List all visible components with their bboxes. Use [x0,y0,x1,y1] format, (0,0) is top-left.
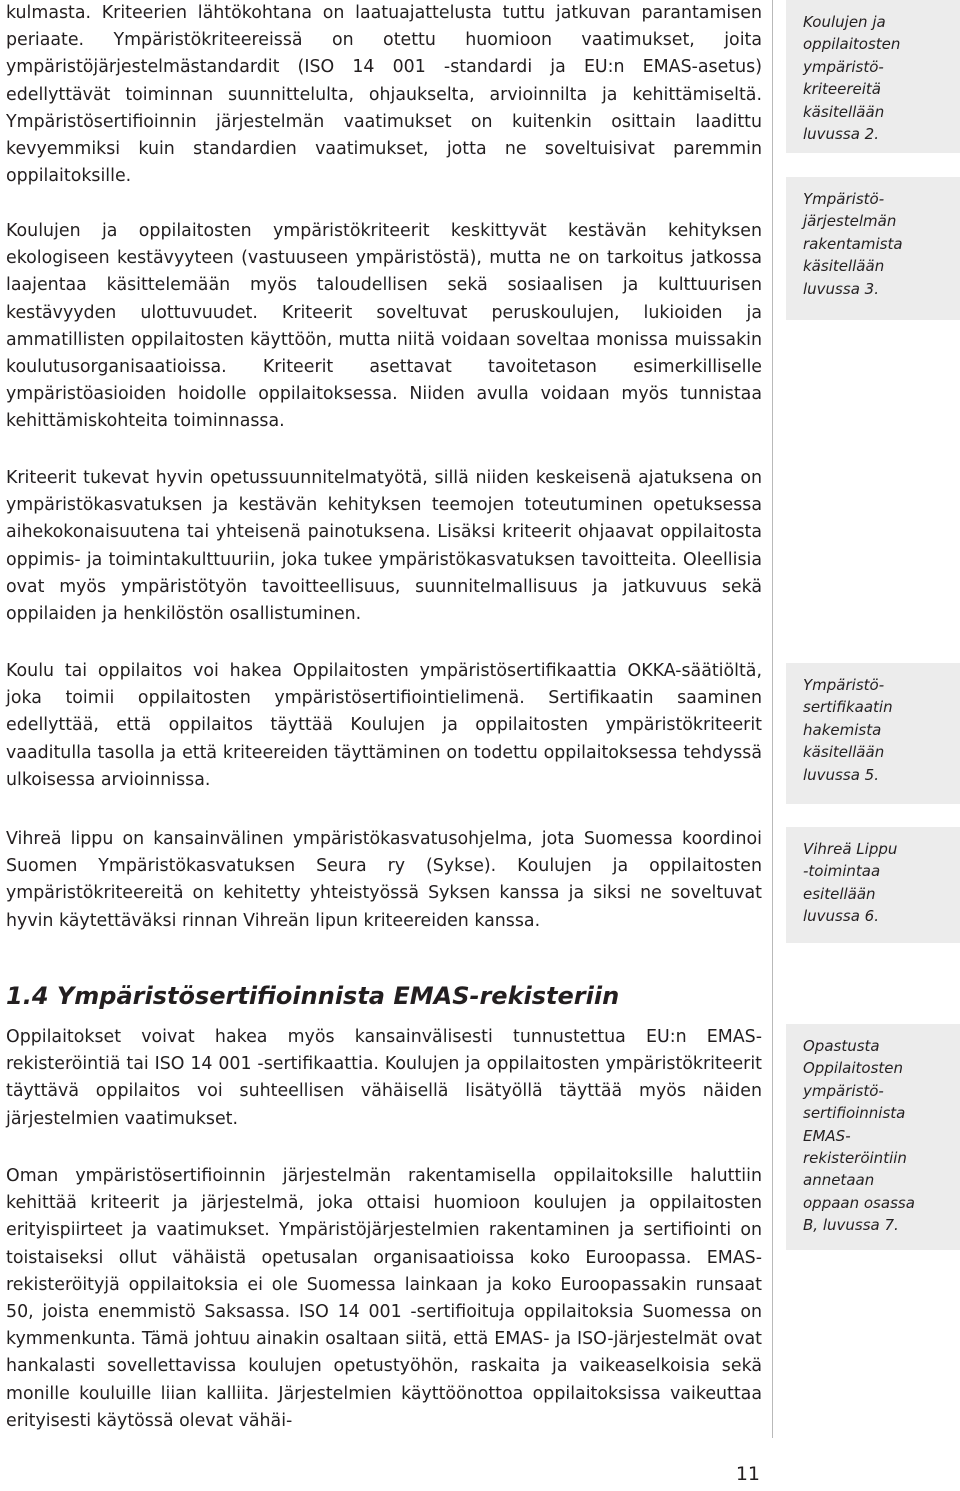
column-divider [772,0,773,1438]
paragraph-green-flag: Vihreä lippu on kansainvälinen ympäristökasvatusohjelma, jota Suomessa koordinoi Suomen Ympäristökasvatuksen Seura ry (Sykse). Koulujen ja oppilaitosten ympäristökriteereitä on kehitetty yhteistyössä Syksen kanssa ja siksi ne soveltuvat hyvin käytettäväksi rinnan Vihreän lipun kriteereiden kanssa. [6,829,762,931]
paragraph-certificate-application: Koulu tai oppilaitos voi hakea Oppilaitosten ympäristösertifikaattia OKKA-säätiöltä, joka toimii oppilaitosten ympäristösertifiointielimenä. Sertifikaatin saaminen edellyttää, että oppilaitos täyttää Koulujen ja oppilaitosten ympäristökriteerit vaaditulla tasolla ja että kriteereiden täyttäminen on todettu oppilaitoksessa tehdyssä ulkoisessa arvioinnissa. [6,661,762,790]
page-number: 11 [735,1463,760,1485]
margin-note-chapter-2 [786,0,960,153]
margin-note-chapter-6 [786,827,960,943]
margin-note-text: Opastusta Oppilaitosten ympäristö- sertifioinnista EMAS- rekisteröintiin annetaan oppaan osassa B, luvussa 7. [803,1037,915,1235]
paragraph-curriculum-support: Kriteerit tukevat hyvin opetussuunnitelmatyötä, sillä niiden keskeisenä ajatuksena on ympäristökasvatuksen ja kestävän kehityksen teemojen toteutuminen opetuksessa aihekokonaisuutena tai yhteisenä painotuksena. Lisäksi kriteerit ohjaavat oppilaitosta oppimis- ja toimintakulttuuriin, joka tukee ympäristökasvatuksen tavoitteita. Oleellisia ovat myös ympäristötyön tavoitteellisuus, suunnitelmallisuus ja jatkuvuus sekä oppilaiden ja henkilöstön osallistuminen. [6,468,762,625]
margin-note-chapter-5 [786,663,960,804]
paragraph-ecological-sustainability: Koulujen ja oppilaitosten ympäristökriteerit keskittyvät kestävän kehityksen ekologiseen kestävyyteen (vastuuseen ympäristöstä), mutta ne on tarkoitus jatkossa laajentaa käsittelemään myös taloudellisen sekä sosiaalisen ja kulttuurisen kestävyyden ulottuvuudet. Kriteerit soveltuvat peruskoulujen, lukioiden ja ammatillisten oppilaitosten käyttöön, mutta niitä voidaan soveltaa monissa muissakin koulutusorganisaatioissa. Kriteerit asettavat tavoitetason esimerkilliselle ympäristöasioiden hoidolle oppilaitoksessa. Niiden avulla voidaan myös tunnistaa kehittämiskohteita toiminnassa. [6,221,762,432]
margin-note-text: Vihreä Lippu -toimintaa esitellään luvussa 6. [803,840,898,926]
paragraph-own-system: Oman ympäristösertifioinnin järjestelmän rakentamisella oppilaitoksille haluttiin kehittää kriteerit ja järjestelmä, joka ottaisi huomioon koulujen ja oppilaitosten erityispiirteet ja vaatimukset. Ympäristöjärjestelmien rakentaminen ja sertifiointi on toistaiseksi ollut vähäistä opetusalan organisaatioissa koko Euroopassa. EMAS-rekisteröityjä oppilaitoksia ei ole Suomessa lainkaan ja koko Euroopassakin runsaat 50, joista enemmistö Saksassa. ISO 14 001 -sertifioituja oppilaitoksia Suomessa on kymmenkunta. Tämä johtuu ainakin osaltaan siitä, että EMAS- ja ISO-järjestelmät ovat hankalasti sovellettavissa koulujen opetustyöhön, raskaita ja vaikeaselkoisia sekä monille kouluille liian kalliita. Järjestelmien käyttöönottoa oppilaitoksissa vaikeuttaa erityisesti käytössä olevat vähäi- [6,1166,762,1431]
margin-note-text: Koulujen ja oppilaitosten ympäristö- kriteereitä käsitellään luvussa 2. [803,13,901,144]
margin-note-chapter-7 [786,1024,960,1250]
paragraph-criteria-basis: kulmasta. Kriteerien lähtökohtana on laatuajattelusta tuttu jatkuvan parantamisen periaate. Ympäristökriteereissä on otettu huomioon vaatimukset, joita ympäristöjärjestelmästandardit (ISO 14 001 -standardi ja EU:n EMAS-asetus) edellyttävät toiminnan suunnittelulta, ohjaukselta, arvioinnilta ja kehittämiseltä. Ympäristösertifioinnin järjestelmän vaatimukset on kuitenkin osittain laadittu kevyemmiksi kuin standardien vaatimukset, jotta ne soveltuisivat paremmin oppilaitoksille. [6,3,762,187]
margin-note-text: Ympäristö- järjestelmän rakentamista käsitellään luvussa 3. [803,190,903,298]
margin-note-chapter-3 [786,177,960,320]
section-heading: 1.4 Ympäristösertifioinnista EMAS-rekisteriin [6,982,620,1010]
margin-note-text: Ympäristö- sertifikaatin hakemista käsitellään luvussa 5. [803,676,893,784]
paragraph-emas-iso: Oppilaitokset voivat hakea myös kansainvälisesti tunnustettua EU:n EMAS-rekisteröintiä tai ISO 14 001 -sertifikaattia. Koulujen ja oppilaitosten ympäristökriteerit täyttävä oppilaitos voi suhteellisen vähäisellä lisätyöllä täyttää myös näiden järjestelmien vaatimukset. [6,1027,762,1129]
